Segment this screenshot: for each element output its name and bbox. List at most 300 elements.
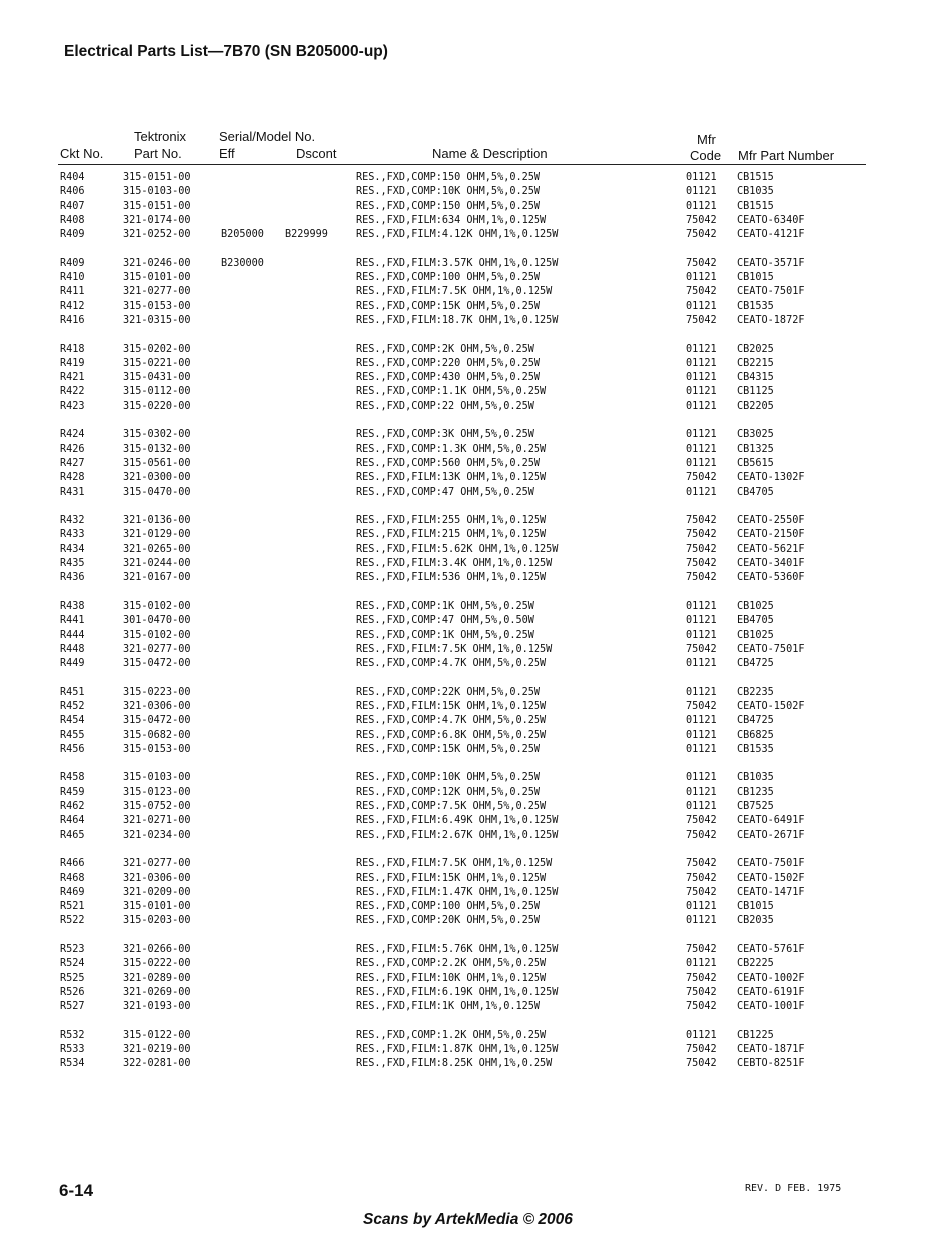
cell-mfr-code: 01121 (686, 400, 717, 412)
cell-mfr-code: 01121 (686, 915, 717, 927)
cell-mfr-code: 75042 (686, 214, 717, 226)
table-row (0, 385, 950, 399)
cell-part-no: 301-0470-00 (123, 615, 191, 627)
cell-mfr-code: 75042 (686, 286, 717, 298)
cell-description: RES.,FXD,FILM:15K OHM,1%,0.125W (356, 700, 547, 712)
cell-description: RES.,FXD,FILM:6.19K OHM,1%,0.125W (356, 986, 559, 998)
table-row (0, 857, 950, 871)
cell-mfr-part-number: CEATO-1502F (737, 872, 805, 884)
table-row (0, 300, 950, 314)
header-eff: Eff (219, 146, 235, 161)
table-row (0, 900, 950, 914)
cell-part-no: 321-0277-00 (123, 286, 191, 298)
cell-part-no: 321-0244-00 (123, 558, 191, 570)
cell-description: RES.,FXD,COMP:10K OHM,5%,0.25W (356, 186, 541, 198)
cell-description: RES.,FXD,FILM:3.57K OHM,1%,0.125W (356, 257, 559, 269)
table-row (0, 471, 950, 485)
cell-mfr-part-number: CEATO-6340F (737, 214, 805, 226)
table-row (0, 528, 950, 542)
cell-mfr-code: 01121 (686, 172, 717, 183)
cell-ckt-no: R409 (60, 257, 85, 269)
cell-part-no: 321-0277-00 (123, 858, 191, 870)
cell-description: RES.,FXD,FILM:8.25K OHM,1%,0.25W (356, 1058, 553, 1070)
cell-ckt-no: R432 (60, 515, 85, 527)
cell-description: RES.,FXD,FILM:2.67K OHM,1%,0.125W (356, 829, 559, 841)
table-row (0, 686, 950, 700)
table-row (0, 428, 950, 442)
table-row (0, 400, 950, 414)
cell-description: RES.,FXD,COMP:15K OHM,5%,0.25W (356, 743, 541, 755)
cell-mfr-part-number: CEATO-4121F (737, 229, 805, 241)
cell-part-no: 321-0129-00 (123, 529, 191, 541)
table-row (0, 486, 950, 500)
table-row (0, 457, 950, 471)
cell-mfr-code: 75042 (686, 886, 717, 898)
cell-description: RES.,FXD,FILM:215 OHM,1%,0.125W (356, 529, 547, 541)
cell-ckt-no: R418 (60, 343, 85, 355)
cell-mfr-part-number: CB1515 (737, 200, 774, 212)
cell-part-no: 315-0103-00 (123, 772, 191, 784)
cell-mfr-part-number: CB6825 (737, 729, 774, 741)
cell-mfr-code: 75042 (686, 1058, 717, 1070)
cell-mfr-code: 75042 (686, 572, 717, 584)
parts-group (0, 857, 950, 928)
cell-part-no: 321-0136-00 (123, 515, 191, 527)
cell-part-no: 321-0174-00 (123, 214, 191, 226)
table-row (0, 1029, 950, 1043)
cell-mfr-part-number: CB2215 (737, 357, 774, 369)
cell-part-no: 321-0252-00 (123, 229, 191, 241)
cell-mfr-part-number: CEATO-1502F (737, 700, 805, 712)
cell-mfr-code: 75042 (686, 1001, 717, 1013)
cell-part-no: 315-0470-00 (123, 486, 191, 498)
cell-mfr-part-number: CB1325 (737, 443, 774, 455)
cell-description: RES.,FXD,FILM:3.4K OHM,1%,0.125W (356, 558, 553, 570)
cell-mfr-part-number: CEATO-1871F (737, 1044, 805, 1056)
cell-part-no: 321-0167-00 (123, 572, 191, 584)
cell-ckt-no: R449 (60, 658, 85, 670)
header-rule (58, 164, 866, 165)
cell-mfr-part-number: CEATO-3571F (737, 257, 805, 269)
cell-mfr-code: 01121 (686, 772, 717, 784)
cell-ckt-no: R404 (60, 172, 85, 183)
cell-mfr-code: 75042 (686, 858, 717, 870)
cell-description: RES.,FXD,COMP:47 OHM,5%,0.25W (356, 486, 534, 498)
cell-ckt-no: R424 (60, 429, 85, 441)
table-row (0, 914, 950, 928)
cell-mfr-code: 75042 (686, 944, 717, 956)
cell-description: RES.,FXD,COMP:1.3K OHM,5%,0.25W (356, 443, 547, 455)
table-row (0, 771, 950, 785)
cell-mfr-part-number: CEATO-6191F (737, 986, 805, 998)
cell-ckt-no: R444 (60, 629, 85, 641)
cell-description: RES.,FXD,COMP:47 OHM,5%,0.50W (356, 615, 534, 627)
cell-ckt-no: R523 (60, 944, 85, 956)
cell-ckt-no: R532 (60, 1029, 85, 1041)
cell-ckt-no: R451 (60, 686, 85, 698)
cell-ckt-no: R428 (60, 472, 85, 484)
cell-mfr-part-number: CEATO-1002F (737, 972, 805, 984)
parts-group (0, 171, 950, 242)
table-row (0, 629, 950, 643)
table-row (0, 1043, 950, 1057)
cell-ckt-no: R459 (60, 786, 85, 798)
cell-part-no: 315-0123-00 (123, 786, 191, 798)
cell-mfr-part-number: CB1535 (737, 743, 774, 755)
cell-part-no: 315-0122-00 (123, 1029, 191, 1041)
cell-ckt-no: R408 (60, 214, 85, 226)
cell-mfr-code: 01121 (686, 457, 717, 469)
cell-mfr-part-number: CB3025 (737, 429, 774, 441)
parts-group (0, 343, 950, 414)
cell-mfr-code: 01121 (686, 300, 717, 312)
table-row (0, 714, 950, 728)
cell-ckt-no: R452 (60, 700, 85, 712)
table-row (0, 829, 950, 843)
cell-part-no: 315-0302-00 (123, 429, 191, 441)
cell-mfr-part-number: CB2225 (737, 958, 774, 970)
cell-mfr-code: 75042 (686, 472, 717, 484)
table-row (0, 443, 950, 457)
parts-group (0, 428, 950, 499)
table-row (0, 700, 950, 714)
cell-mfr-code: 75042 (686, 543, 717, 555)
cell-ckt-no: R407 (60, 200, 85, 212)
cell-mfr-code: 01121 (686, 958, 717, 970)
cell-ckt-no: R416 (60, 314, 85, 326)
cell-ckt-no: R525 (60, 972, 85, 984)
cell-ckt-no: R524 (60, 958, 85, 970)
cell-description: RES.,FXD,COMP:100 OHM,5%,0.25W (356, 901, 541, 913)
cell-part-no: 315-0102-00 (123, 629, 191, 641)
cell-description: RES.,FXD,COMP:2.2K OHM,5%,0.25W (356, 958, 547, 970)
table-row (0, 543, 950, 557)
cell-mfr-code: 75042 (686, 972, 717, 984)
table-row (0, 1000, 950, 1014)
cell-ckt-no: R435 (60, 558, 85, 570)
cell-part-no: 315-0103-00 (123, 186, 191, 198)
cell-description: RES.,FXD,COMP:4.7K OHM,5%,0.25W (356, 658, 547, 670)
table-row (0, 257, 950, 271)
cell-description: RES.,FXD,FILM:536 OHM,1%,0.125W (356, 572, 547, 584)
cell-description: RES.,FXD,COMP:22 OHM,5%,0.25W (356, 400, 534, 412)
cell-part-no: 315-0472-00 (123, 658, 191, 670)
cell-mfr-code: 75042 (686, 986, 717, 998)
table-row (0, 185, 950, 199)
cell-description: RES.,FXD,COMP:1K OHM,5%,0.25W (356, 629, 534, 641)
cell-ckt-no: R526 (60, 986, 85, 998)
cell-part-no: 315-0102-00 (123, 600, 191, 612)
cell-description: RES.,FXD,COMP:2K OHM,5%,0.25W (356, 343, 534, 355)
header-name-description: Name & Description (432, 146, 548, 161)
cell-ckt-no: R441 (60, 615, 85, 627)
table-row (0, 872, 950, 886)
cell-part-no: 315-0153-00 (123, 743, 191, 755)
parts-group (0, 514, 950, 585)
cell-ckt-no: R456 (60, 743, 85, 755)
cell-description: RES.,FXD,FILM:10K OHM,1%,0.125W (356, 972, 547, 984)
cell-mfr-code: 75042 (686, 558, 717, 570)
cell-part-no: 315-0151-00 (123, 172, 191, 183)
cell-part-no: 321-0219-00 (123, 1044, 191, 1056)
cell-description: RES.,FXD,COMP:220 OHM,5%,0.25W (356, 357, 541, 369)
cell-mfr-code: 75042 (686, 515, 717, 527)
cell-description: RES.,FXD,COMP:430 OHM,5%,0.25W (356, 372, 541, 384)
cell-part-no: 315-0221-00 (123, 357, 191, 369)
cell-description: RES.,FXD,FILM:7.5K OHM,1%,0.125W (356, 286, 553, 298)
cell-ckt-no: R466 (60, 858, 85, 870)
cell-part-no: 321-0209-00 (123, 886, 191, 898)
cell-description: RES.,FXD,COMP:4.7K OHM,5%,0.25W (356, 715, 547, 727)
cell-ckt-no: R406 (60, 186, 85, 198)
cell-ckt-no: R438 (60, 600, 85, 612)
cell-mfr-part-number: CEATO-2671F (737, 829, 805, 841)
cell-part-no: 321-0306-00 (123, 700, 191, 712)
cell-description: RES.,FXD,COMP:1.2K OHM,5%,0.25W (356, 1029, 547, 1041)
cell-description: RES.,FXD,COMP:10K OHM,5%,0.25W (356, 772, 541, 784)
cell-ckt-no: R427 (60, 457, 85, 469)
cell-mfr-code: 75042 (686, 643, 717, 655)
table-row (0, 285, 950, 299)
cell-mfr-code: 01121 (686, 901, 717, 913)
table-row (0, 986, 950, 1000)
cell-mfr-part-number: CB1125 (737, 386, 774, 398)
parts-group (0, 1029, 950, 1072)
cell-mfr-part-number: CB1025 (737, 600, 774, 612)
cell-mfr-part-number: CB1515 (737, 172, 774, 183)
cell-description: RES.,FXD,FILM:5.76K OHM,1%,0.125W (356, 944, 559, 956)
table-row (0, 1057, 950, 1071)
parts-table (0, 171, 950, 1086)
cell-mfr-part-number: CB4725 (737, 715, 774, 727)
cell-mfr-part-number: CB4705 (737, 486, 774, 498)
cell-mfr-part-number: CB1015 (737, 272, 774, 284)
cell-mfr-part-number: CEATO-7501F (737, 643, 805, 655)
cell-part-no: 321-0271-00 (123, 815, 191, 827)
cell-mfr-part-number: CEATO-2150F (737, 529, 805, 541)
cell-part-no: 321-0306-00 (123, 872, 191, 884)
cell-part-no: 315-0223-00 (123, 686, 191, 698)
table-row (0, 957, 950, 971)
cell-ckt-no: R434 (60, 543, 85, 555)
cell-mfr-part-number: CEATO-1302F (737, 472, 805, 484)
cell-ckt-no: R465 (60, 829, 85, 841)
cell-mfr-code: 01121 (686, 343, 717, 355)
cell-part-no: 321-0315-00 (123, 314, 191, 326)
cell-mfr-code: 01121 (686, 715, 717, 727)
table-row (0, 214, 950, 228)
cell-mfr-part-number: CB1535 (737, 300, 774, 312)
table-row (0, 514, 950, 528)
cell-ckt-no: R521 (60, 901, 85, 913)
cell-mfr-part-number: CB4315 (737, 372, 774, 384)
cell-mfr-code: 75042 (686, 529, 717, 541)
revision-label: REV. D FEB. 1975 (745, 1183, 842, 1194)
cell-part-no: 315-0472-00 (123, 715, 191, 727)
cell-mfr-part-number: CEATO-5761F (737, 944, 805, 956)
cell-mfr-part-number: CEATO-6491F (737, 815, 805, 827)
table-row (0, 171, 950, 185)
cell-part-no: 315-0101-00 (123, 901, 191, 913)
table-row (0, 228, 950, 242)
header-code: Code (690, 148, 722, 163)
cell-mfr-code: 01121 (686, 786, 717, 798)
cell-mfr-code: 01121 (686, 186, 717, 198)
header-tektronix: Tektronix (134, 129, 187, 144)
cell-mfr-part-number: CB7525 (737, 801, 774, 813)
cell-part-no: 315-0132-00 (123, 443, 191, 455)
cell-ckt-no: R433 (60, 529, 85, 541)
header-part-no: Part No. (134, 146, 182, 161)
cell-mfr-part-number: CB4725 (737, 658, 774, 670)
cell-mfr-part-number: CB1035 (737, 186, 774, 198)
cell-ckt-no: R431 (60, 486, 85, 498)
cell-mfr-code: 01121 (686, 729, 717, 741)
cell-ckt-no: R533 (60, 1044, 85, 1056)
page-number: 6-14 (59, 1181, 94, 1200)
cell-mfr-part-number: CEATO-1001F (737, 1001, 805, 1013)
cell-mfr-code: 01121 (686, 743, 717, 755)
cell-description: RES.,FXD,FILM:255 OHM,1%,0.125W (356, 515, 547, 527)
header-serial-model-no: Serial/Model No. (219, 129, 316, 144)
table-row (0, 972, 950, 986)
table-row (0, 943, 950, 957)
cell-description: RES.,FXD,COMP:15K OHM,5%,0.25W (356, 300, 541, 312)
cell-ckt-no: R412 (60, 300, 85, 312)
cell-part-no: 321-0234-00 (123, 829, 191, 841)
cell-mfr-code: 01121 (686, 443, 717, 455)
cell-description: RES.,FXD,COMP:150 OHM,5%,0.25W (356, 200, 541, 212)
cell-mfr-part-number: CEATO-5360F (737, 572, 805, 584)
parts-group (0, 771, 950, 842)
cell-mfr-code: 01121 (686, 272, 717, 284)
cell-mfr-part-number: CB2205 (737, 400, 774, 412)
cell-ckt-no: R409 (60, 229, 85, 241)
cell-description: RES.,FXD,FILM:13K OHM,1%,0.125W (356, 472, 547, 484)
cell-part-no: 315-0220-00 (123, 400, 191, 412)
cell-mfr-code: 75042 (686, 815, 717, 827)
cell-mfr-part-number: CB2235 (737, 686, 774, 698)
cell-part-no: 321-0266-00 (123, 944, 191, 956)
parts-group (0, 686, 950, 757)
cell-mfr-part-number: CEATO-2550F (737, 515, 805, 527)
cell-ckt-no: R419 (60, 357, 85, 369)
cell-ckt-no: R527 (60, 1001, 85, 1013)
cell-mfr-code: 75042 (686, 229, 717, 241)
cell-mfr-code: 01121 (686, 801, 717, 813)
cell-mfr-part-number: CEATO-1872F (737, 314, 805, 326)
cell-eff: B205000 (221, 229, 264, 241)
cell-mfr-part-number: CEATO-1471F (737, 886, 805, 898)
table-row (0, 729, 950, 743)
cell-ckt-no: R522 (60, 915, 85, 927)
cell-part-no: 321-0289-00 (123, 972, 191, 984)
cell-description: RES.,FXD,FILM:1K OHM,1%,0.125W (356, 1001, 541, 1013)
cell-eff: B230000 (221, 257, 264, 269)
cell-description: RES.,FXD,COMP:100 OHM,5%,0.25W (356, 272, 541, 284)
cell-description: RES.,FXD,FILM:5.62K OHM,1%,0.125W (356, 543, 559, 555)
cell-mfr-code: 01121 (686, 372, 717, 384)
cell-ckt-no: R468 (60, 872, 85, 884)
cell-ckt-no: R455 (60, 729, 85, 741)
cell-mfr-code: 75042 (686, 700, 717, 712)
cell-mfr-code: 01121 (686, 686, 717, 698)
cell-part-no: 315-0101-00 (123, 272, 191, 284)
header-dscont: Dscont (296, 146, 337, 161)
cell-part-no: 315-0682-00 (123, 729, 191, 741)
table-row (0, 314, 950, 328)
cell-part-no: 321-0265-00 (123, 543, 191, 555)
parts-group (0, 943, 950, 1014)
cell-ckt-no: R421 (60, 372, 85, 384)
cell-mfr-code: 01121 (686, 486, 717, 498)
cell-description: RES.,FXD,COMP:150 OHM,5%,0.25W (356, 172, 541, 183)
header-ckt-no: Ckt No. (60, 146, 104, 161)
cell-part-no: 321-0269-00 (123, 986, 191, 998)
table-row (0, 800, 950, 814)
cell-part-no: 315-0752-00 (123, 801, 191, 813)
cell-mfr-part-number: CEBTO-8251F (737, 1058, 805, 1070)
cell-part-no: 315-0202-00 (123, 343, 191, 355)
cell-mfr-code: 75042 (686, 829, 717, 841)
cell-mfr-part-number: CB2035 (737, 915, 774, 927)
cell-description: RES.,FXD,COMP:1.1K OHM,5%,0.25W (356, 386, 547, 398)
cell-part-no: 315-0203-00 (123, 915, 191, 927)
cell-ckt-no: R422 (60, 386, 85, 398)
cell-part-no: 321-0246-00 (123, 257, 191, 269)
cell-dscont: B229999 (285, 229, 328, 241)
table-row (0, 614, 950, 628)
cell-mfr-code: 01121 (686, 429, 717, 441)
page-title: Electrical Parts List—7B70 (SN B205000-up) (64, 43, 388, 60)
cell-description: RES.,FXD,FILM:6.49K OHM,1%,0.125W (356, 815, 559, 827)
cell-mfr-code: 01121 (686, 386, 717, 398)
cell-mfr-part-number: CB5615 (737, 457, 774, 469)
cell-description: RES.,FXD,FILM:1.87K OHM,1%,0.125W (356, 1044, 559, 1056)
cell-description: RES.,FXD,FILM:634 OHM,1%,0.125W (356, 214, 547, 226)
cell-mfr-code: 01121 (686, 357, 717, 369)
cell-part-no: 315-0153-00 (123, 300, 191, 312)
cell-description: RES.,FXD,COMP:6.8K OHM,5%,0.25W (356, 729, 547, 741)
cell-mfr-code: 01121 (686, 1029, 717, 1041)
cell-description: RES.,FXD,COMP:20K OHM,5%,0.25W (356, 915, 541, 927)
cell-description: RES.,FXD,COMP:560 OHM,5%,0.25W (356, 457, 541, 469)
cell-mfr-part-number: CB1225 (737, 1029, 774, 1041)
table-row (0, 657, 950, 671)
table-row (0, 371, 950, 385)
cell-mfr-code: 01121 (686, 600, 717, 612)
cell-ckt-no: R426 (60, 443, 85, 455)
parts-group (0, 600, 950, 671)
cell-mfr-part-number: CB1235 (737, 786, 774, 798)
cell-description: RES.,FXD,COMP:7.5K OHM,5%,0.25W (356, 801, 547, 813)
cell-description: RES.,FXD,FILM:7.5K OHM,1%,0.125W (356, 643, 553, 655)
cell-part-no: 315-0151-00 (123, 200, 191, 212)
cell-part-no: 315-0222-00 (123, 958, 191, 970)
cell-mfr-part-number: CEATO-7501F (737, 858, 805, 870)
cell-mfr-code: 01121 (686, 200, 717, 212)
cell-mfr-code: 01121 (686, 658, 717, 670)
cell-mfr-part-number: CEATO-3401F (737, 558, 805, 570)
cell-mfr-part-number: CB1035 (737, 772, 774, 784)
cell-mfr-part-number: CB1015 (737, 901, 774, 913)
table-row (0, 557, 950, 571)
cell-ckt-no: R534 (60, 1058, 85, 1070)
cell-part-no: 321-0193-00 (123, 1001, 191, 1013)
cell-ckt-no: R448 (60, 643, 85, 655)
table-row (0, 786, 950, 800)
cell-mfr-code: 75042 (686, 872, 717, 884)
